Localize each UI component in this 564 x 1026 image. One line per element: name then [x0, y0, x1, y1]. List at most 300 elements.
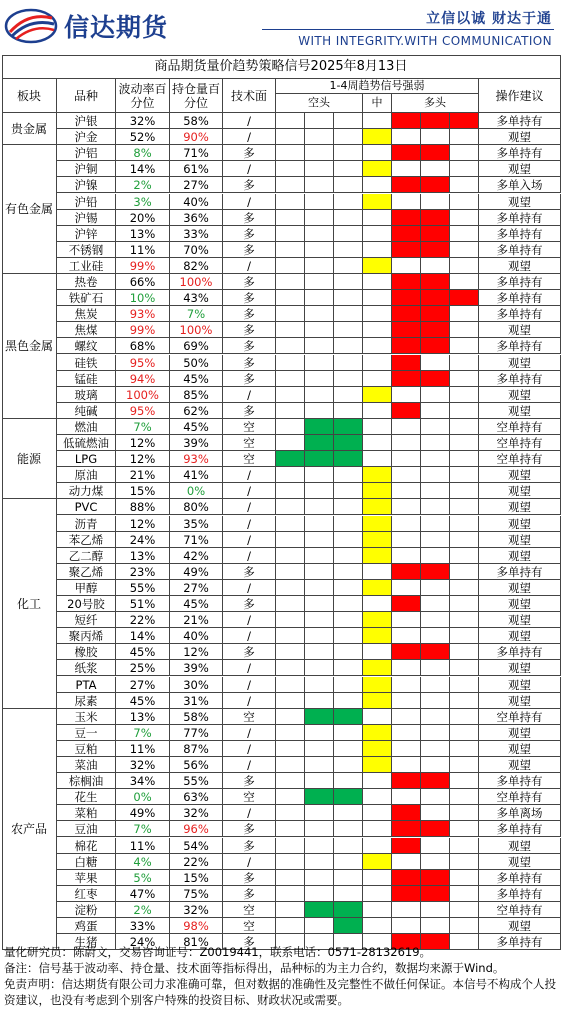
signal-cell: [334, 371, 363, 387]
variety-name: 棉花: [57, 838, 116, 854]
signal-cell: [305, 177, 334, 193]
variety-name: LPG: [57, 451, 116, 467]
signal-cell: [450, 516, 479, 532]
signal-cell: [334, 322, 363, 338]
signal-cell: [392, 499, 421, 515]
signal-cell: [421, 548, 450, 564]
open-interest-value: 100%: [170, 274, 223, 290]
signal-cell: [276, 548, 305, 564]
signal-cell: [363, 113, 392, 129]
signal-cell: [450, 628, 479, 644]
signal-cell: [305, 306, 334, 322]
signal-cell: [450, 693, 479, 709]
sector-label: 化工: [2, 499, 57, 708]
signal-cell: [421, 821, 450, 837]
open-interest-value: 62%: [170, 403, 223, 419]
signal-cell: [421, 677, 450, 693]
advice-value: 观望: [479, 741, 561, 757]
signal-cell: [276, 741, 305, 757]
signal-cell: [392, 773, 421, 789]
signal-cell: [363, 194, 392, 210]
technical-view: 多: [223, 886, 276, 902]
signal-cell: [363, 322, 392, 338]
volatility-value: 23%: [116, 564, 170, 580]
advice-value: 多单持有: [479, 644, 561, 660]
open-interest-value: 85%: [170, 387, 223, 403]
signal-cell: [421, 419, 450, 435]
signal-cell: [334, 628, 363, 644]
variety-name: 聚丙烯: [57, 628, 116, 644]
signal-cell: [276, 902, 305, 918]
signal-cell: [363, 161, 392, 177]
advice-value: 多单持有: [479, 886, 561, 902]
variety-name: 豆粕: [57, 741, 116, 757]
signal-cell: [305, 210, 334, 226]
volatility-value: 3%: [116, 194, 170, 210]
open-interest-value: 35%: [170, 516, 223, 532]
signal-cell: [363, 242, 392, 258]
variety-name: 原油: [57, 467, 116, 483]
variety-name: 玉米: [57, 709, 116, 725]
signal-cell: [450, 886, 479, 902]
signal-cell: [305, 532, 334, 548]
open-interest-value: 80%: [170, 499, 223, 515]
volatility-value: 12%: [116, 451, 170, 467]
variety-name: 沪镍: [57, 177, 116, 193]
technical-view: /: [223, 693, 276, 709]
data-note: 备注：信号基于波动率、持仓量、技术面等指标得出，品种标的为主力合约，数据均来源于Wind。: [4, 961, 505, 975]
signal-cell: [305, 918, 334, 934]
technical-view: 多: [223, 322, 276, 338]
technical-view: 多: [223, 644, 276, 660]
disclaimer: 免责声明：信达期货有限公司力求准确可靠，但对数据的准确性及完整性不做任何保证。本信号不构成个人投资建议，也没有考虑到个别客户特殊的投资目标、财政状况或需要。: [4, 977, 556, 1007]
advice-value: 多单持有: [479, 934, 561, 950]
technical-view: 多: [223, 274, 276, 290]
signal-cell: [392, 210, 421, 226]
signal-cell: [421, 338, 450, 354]
signal-cell: [450, 419, 479, 435]
open-interest-value: 42%: [170, 548, 223, 564]
technical-view: 多: [223, 242, 276, 258]
signal-cell: [450, 322, 479, 338]
signal-cell: [450, 210, 479, 226]
advice-value: 多单持有: [479, 338, 561, 354]
signal-cell: [276, 355, 305, 371]
signal-cell: [363, 306, 392, 322]
signal-cell: [334, 580, 363, 596]
signal-cell: [450, 306, 479, 322]
variety-name: 纯碱: [57, 403, 116, 419]
signal-cell: [421, 596, 450, 612]
volatility-value: 24%: [116, 532, 170, 548]
signal-cell: [276, 757, 305, 773]
signal-cell: [305, 741, 334, 757]
volatility-value: 68%: [116, 338, 170, 354]
technical-view: 多: [223, 596, 276, 612]
volatility-value: 25%: [116, 660, 170, 676]
signal-cell: [392, 226, 421, 242]
signal-cell: [276, 451, 305, 467]
signal-cell: [305, 226, 334, 242]
signal-cell: [334, 564, 363, 580]
signal-cell: [305, 789, 334, 805]
signal-cell: [363, 435, 392, 451]
signal-cell: [276, 322, 305, 338]
signal-cell: [421, 242, 450, 258]
signal-cell: [305, 435, 334, 451]
signal-cell: [450, 918, 479, 934]
header-signal: 1-4周趋势信号强弱: [276, 79, 479, 94]
volatility-value: 100%: [116, 387, 170, 403]
signal-cell: [392, 516, 421, 532]
open-interest-value: 75%: [170, 886, 223, 902]
technical-view: 多: [223, 145, 276, 161]
signal-cell: [450, 596, 479, 612]
advice-value: 空单持有: [479, 709, 561, 725]
signal-cell: [334, 483, 363, 499]
signal-cell: [305, 161, 334, 177]
signal-cell: [392, 258, 421, 274]
signal-cell: [276, 419, 305, 435]
signal-cell: [276, 483, 305, 499]
open-interest-value: 15%: [170, 870, 223, 886]
variety-name: 白糖: [57, 854, 116, 870]
advice-value: 多单持有: [479, 210, 561, 226]
signal-cell: [421, 886, 450, 902]
signal-cell: [305, 451, 334, 467]
signal-cell: [421, 725, 450, 741]
advice-value: 观望: [479, 628, 561, 644]
signal-cell: [392, 145, 421, 161]
volatility-value: 20%: [116, 210, 170, 226]
variety-name: 沥青: [57, 516, 116, 532]
table-title: 商品期货量价趋势策略信号2025年8月13日: [2, 55, 561, 79]
signal-cell: [392, 338, 421, 354]
variety-name: 豆油: [57, 821, 116, 837]
advice-value: 观望: [479, 693, 561, 709]
open-interest-value: 69%: [170, 338, 223, 354]
open-interest-value: 81%: [170, 934, 223, 950]
technical-view: 多: [223, 338, 276, 354]
header-sector: 板块: [2, 79, 57, 113]
advice-value: 观望: [479, 516, 561, 532]
open-interest-value: 77%: [170, 725, 223, 741]
signal-cell: [334, 467, 363, 483]
variety-name: 沪金: [57, 129, 116, 145]
signal-cell: [392, 660, 421, 676]
variety-name: 玻璃: [57, 387, 116, 403]
volatility-value: 49%: [116, 805, 170, 821]
technical-view: /: [223, 467, 276, 483]
signal-cell: [450, 194, 479, 210]
open-interest-value: 31%: [170, 693, 223, 709]
signal-cell: [450, 274, 479, 290]
signal-cell: [421, 113, 450, 129]
advice-value: 观望: [479, 258, 561, 274]
signal-cell: [450, 355, 479, 371]
signal-cell: [450, 467, 479, 483]
signal-cell: [276, 789, 305, 805]
signal-cell: [363, 709, 392, 725]
open-interest-value: 45%: [170, 371, 223, 387]
technical-view: 空: [223, 918, 276, 934]
signal-cell: [305, 371, 334, 387]
variety-name: 焦炭: [57, 306, 116, 322]
header-short: 空头: [276, 94, 363, 113]
signal-cell: [450, 741, 479, 757]
advice-value: 多单持有: [479, 306, 561, 322]
volatility-value: 12%: [116, 435, 170, 451]
signal-cell: [363, 564, 392, 580]
signal-cell: [334, 644, 363, 660]
variety-name: 热卷: [57, 274, 116, 290]
signal-cell: [450, 161, 479, 177]
variety-name: 短纤: [57, 612, 116, 628]
technical-view: /: [223, 483, 276, 499]
signal-cell: [421, 660, 450, 676]
signal-cell: [392, 709, 421, 725]
signal-cell: [334, 838, 363, 854]
volatility-value: 99%: [116, 322, 170, 338]
open-interest-value: 58%: [170, 709, 223, 725]
variety-name: 红枣: [57, 886, 116, 902]
signal-cell: [305, 870, 334, 886]
open-interest-value: 71%: [170, 532, 223, 548]
signal-cell: [392, 628, 421, 644]
signal-cell: [305, 129, 334, 145]
signal-cell: [363, 548, 392, 564]
signal-cell: [305, 258, 334, 274]
signal-cell: [392, 854, 421, 870]
researcher-info: 量化研究员：陈蔚文，交易咨询证号：Z0019441，联系电话：0571-28132619。: [4, 945, 432, 959]
signal-cell: [450, 644, 479, 660]
signal-cell: [392, 918, 421, 934]
signal-cell: [276, 210, 305, 226]
signal-cell: [334, 886, 363, 902]
volatility-value: 22%: [116, 612, 170, 628]
signal-cell: [392, 177, 421, 193]
signal-cell: [363, 644, 392, 660]
open-interest-value: 39%: [170, 435, 223, 451]
advice-value: 空单持有: [479, 419, 561, 435]
signal-cell: [334, 693, 363, 709]
signal-cell: [421, 290, 450, 306]
signal-cell: [363, 725, 392, 741]
technical-view: 多: [223, 290, 276, 306]
technical-view: /: [223, 805, 276, 821]
volatility-value: 99%: [116, 258, 170, 274]
signal-cell: [421, 387, 450, 403]
signal-cell: [334, 596, 363, 612]
signal-cell: [305, 693, 334, 709]
signal-cell: [421, 741, 450, 757]
volatility-value: 93%: [116, 306, 170, 322]
signal-cell: [334, 499, 363, 515]
signal-cell: [363, 773, 392, 789]
signal-cell: [392, 596, 421, 612]
signal-cell: [392, 451, 421, 467]
signal-cell: [392, 886, 421, 902]
signal-cell: [392, 242, 421, 258]
signal-cell: [450, 757, 479, 773]
volatility-value: 95%: [116, 403, 170, 419]
open-interest-value: 82%: [170, 258, 223, 274]
volatility-value: 14%: [116, 161, 170, 177]
signal-cell: [392, 564, 421, 580]
open-interest-value: 96%: [170, 821, 223, 837]
volatility-value: 13%: [116, 226, 170, 242]
open-interest-value: 0%: [170, 483, 223, 499]
signal-cell: [421, 322, 450, 338]
signal-cell: [450, 113, 479, 129]
open-interest-value: 41%: [170, 467, 223, 483]
advice-value: 多单持有: [479, 226, 561, 242]
signal-cell: [363, 757, 392, 773]
signal-cell: [421, 854, 450, 870]
signal-cell: [334, 451, 363, 467]
advice-value: 多单持有: [479, 870, 561, 886]
variety-name: 菜油: [57, 757, 116, 773]
signal-cell: [421, 226, 450, 242]
signal-cell: [334, 435, 363, 451]
signal-cell: [305, 854, 334, 870]
technical-view: 空: [223, 789, 276, 805]
technical-view: /: [223, 628, 276, 644]
signal-cell: [276, 129, 305, 145]
signal-cell: [450, 548, 479, 564]
advice-value: 观望: [479, 612, 561, 628]
signal-cell: [450, 725, 479, 741]
signal-cell: [334, 773, 363, 789]
signal-cell: [363, 210, 392, 226]
variety-name: 20号胶: [57, 596, 116, 612]
variety-name: 豆一: [57, 725, 116, 741]
signal-cell: [392, 789, 421, 805]
signal-cell: [305, 483, 334, 499]
signal-cell: [450, 838, 479, 854]
variety-name: 甲醇: [57, 580, 116, 596]
volatility-value: 12%: [116, 516, 170, 532]
advice-value: 观望: [479, 322, 561, 338]
signal-cell: [305, 274, 334, 290]
signal-cell: [421, 467, 450, 483]
technical-view: /: [223, 854, 276, 870]
variety-name: 橡胶: [57, 644, 116, 660]
variety-name: 燃油: [57, 419, 116, 435]
technical-view: 空: [223, 451, 276, 467]
signal-cell: [421, 129, 450, 145]
volatility-value: 14%: [116, 628, 170, 644]
signal-cell: [276, 113, 305, 129]
technical-view: 多: [223, 821, 276, 837]
signal-cell: [305, 725, 334, 741]
signal-cell: [450, 789, 479, 805]
advice-value: 多单入场: [479, 177, 561, 193]
signal-cell: [305, 612, 334, 628]
open-interest-value: 56%: [170, 757, 223, 773]
open-interest-value: 12%: [170, 644, 223, 660]
signal-cell: [363, 886, 392, 902]
advice-value: 观望: [479, 596, 561, 612]
signal-cell: [334, 709, 363, 725]
volatility-value: 45%: [116, 693, 170, 709]
company-slogan: 立信以诚 财达于通: [426, 11, 552, 27]
technical-view: /: [223, 113, 276, 129]
variety-name: 聚乙烯: [57, 564, 116, 580]
signal-cell: [276, 805, 305, 821]
slogan-divider: [262, 29, 554, 30]
signal-cell: [276, 612, 305, 628]
technical-view: 空: [223, 435, 276, 451]
signal-cell: [392, 355, 421, 371]
variety-name: 菜粕: [57, 805, 116, 821]
signal-cell: [363, 403, 392, 419]
signal-cell: [305, 355, 334, 371]
signal-cell: [305, 773, 334, 789]
header-open-interest: 持仓量百分位: [170, 79, 223, 113]
signal-cell: [450, 821, 479, 837]
variety-name: 尿素: [57, 693, 116, 709]
signal-cell: [305, 709, 334, 725]
open-interest-value: 70%: [170, 242, 223, 258]
signal-cell: [334, 338, 363, 354]
volatility-value: 33%: [116, 918, 170, 934]
signal-cell: [392, 838, 421, 854]
signal-cell: [363, 274, 392, 290]
signal-cell: [276, 338, 305, 354]
signal-cell: [450, 371, 479, 387]
volatility-value: 13%: [116, 548, 170, 564]
technical-view: /: [223, 129, 276, 145]
advice-value: 多单离场: [479, 805, 561, 821]
technical-view: 多: [223, 355, 276, 371]
technical-view: 多: [223, 870, 276, 886]
signal-table: [2, 55, 561, 950]
signal-cell: [421, 403, 450, 419]
open-interest-value: 54%: [170, 838, 223, 854]
signal-cell: [305, 387, 334, 403]
signal-cell: [363, 918, 392, 934]
variety-name: 苹果: [57, 870, 116, 886]
signal-cell: [450, 773, 479, 789]
open-interest-value: 7%: [170, 306, 223, 322]
signal-cell: [392, 821, 421, 837]
signal-cell: [334, 725, 363, 741]
technical-view: 多: [223, 403, 276, 419]
signal-cell: [421, 805, 450, 821]
volatility-value: 27%: [116, 677, 170, 693]
header-advice: 操作建议: [479, 79, 561, 113]
signal-cell: [305, 821, 334, 837]
signal-cell: [276, 403, 305, 419]
signal-cell: [450, 177, 479, 193]
signal-cell: [421, 306, 450, 322]
signal-cell: [334, 854, 363, 870]
signal-cell: [392, 290, 421, 306]
technical-view: /: [223, 194, 276, 210]
signal-cell: [305, 902, 334, 918]
signal-cell: [334, 145, 363, 161]
variety-name: 淀粉: [57, 902, 116, 918]
signal-cell: [334, 532, 363, 548]
variety-name: 不锈钢: [57, 242, 116, 258]
technical-view: 多: [223, 177, 276, 193]
advice-value: 观望: [479, 725, 561, 741]
technical-view: /: [223, 499, 276, 515]
signal-cell: [363, 387, 392, 403]
technical-view: /: [223, 741, 276, 757]
advice-value: 多单持有: [479, 773, 561, 789]
